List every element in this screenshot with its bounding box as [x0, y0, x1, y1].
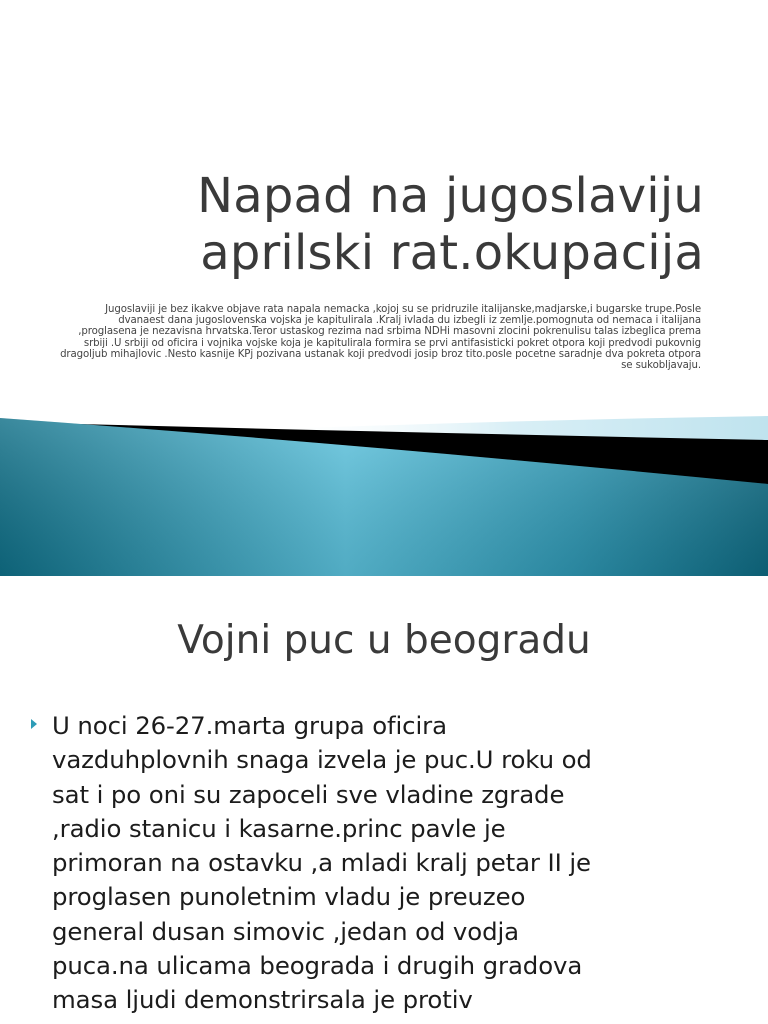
bullet-list: [0, 709, 768, 1018]
bullet-line-3: sat i po oni su zapoceli sve vladine zgrade: [52, 779, 565, 809]
decorative-swoosh-band: [0, 380, 768, 576]
bullet-line-9: masa ljudi demonstrirsala je protiv: [52, 985, 473, 1015]
bullet-text: [52, 709, 728, 1018]
bullet-line-2: vazduhplovnih snaga izvela je puc.U roku od: [52, 745, 592, 775]
triangle-bullet-icon: [31, 719, 37, 729]
slide-1-title: [60, 168, 704, 282]
bullet-line-7: general dusan simovic ,jedan od vodja: [52, 916, 519, 946]
bullet-line-6: proglasen punoletnim vladu je preuzeo: [52, 882, 526, 912]
list-item: [0, 709, 768, 1018]
slide-1-title-line-2: aprilski rat.okupacija: [200, 225, 704, 281]
slide-2-title: Vojni puc u beogradu: [177, 618, 591, 663]
slide-1-body-text: Jugoslaviji je bez ikakve objave rata napala nemacka ,kojoj su se pridruzile italijanske,madjarske,i bugarske trupe.Posle dvanaest dana jugoslovenska vojska je kapitulirala .Kralj ivlada du izbegli iz zemlje.pomognuta od nemaca i italijana ,proglasena je nezavisna hrvatska.Teror ustaskog rezima nad srbima NDHi masovni zlocini pokrenulisu talas izbeglica prema srbiji .U srbiji od oficira i vojnika vojske koja je kapitulirala formira se prvi antifasisticki pokret otpora koji predvodi pukovnig dragoljub mihajlovic .Nesto kasnije KPj pozivana ustanak koji predvodi josip broz tito.posle pocetne saradnje dva pokreta otpora se sukobljavaju.: [60, 304, 701, 372]
bullet-line-5: primoran na ostavku ,a mladi kralj petar II je: [52, 848, 591, 878]
slide-1-title-line-1: Napad na jugoslaviju: [197, 168, 704, 224]
slide-2: [0, 576, 768, 1024]
bullet-line-1: U noci 26-27.marta grupa oficira: [52, 711, 447, 740]
bullet-line-8: puca.na ulicama beograda i drugih gradova: [52, 951, 583, 981]
bullet-line-4: ,radio stanicu i kasarne.princ pavle je: [52, 813, 506, 843]
